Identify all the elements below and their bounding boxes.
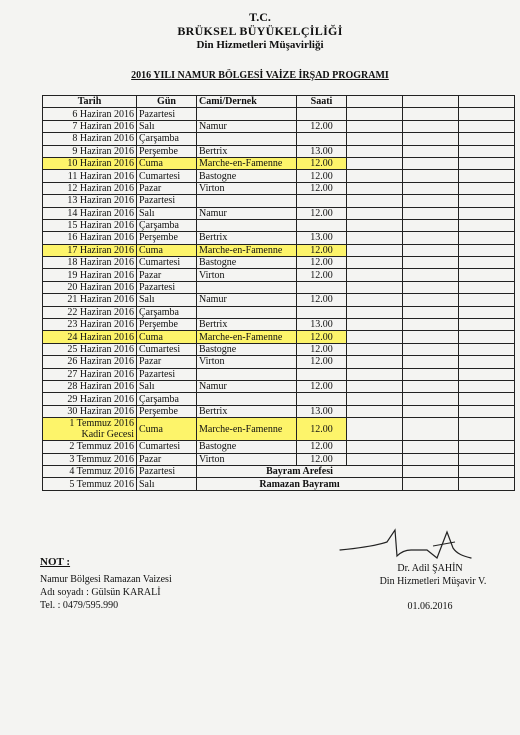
- cell-place: Virton: [197, 356, 297, 368]
- cell-time: [297, 393, 347, 405]
- cell-day: Pazartesi: [137, 195, 197, 207]
- cell-place: Bastogne: [197, 441, 297, 453]
- cell-date: 9 Haziran 2016: [43, 145, 137, 157]
- cell-day: Cumartesi: [137, 441, 197, 453]
- cell-empty: [347, 343, 403, 355]
- note-title: NOT :: [40, 556, 71, 568]
- table-row: [43, 405, 515, 417]
- cell-empty: [347, 170, 403, 182]
- cell-empty: [347, 306, 403, 318]
- cell-place: Bastogne: [197, 343, 297, 355]
- cell-empty: [347, 145, 403, 157]
- cell-date: 28 Haziran 2016: [43, 380, 137, 392]
- cell-empty: [347, 380, 403, 392]
- cell-empty: [459, 170, 515, 182]
- table-row: [43, 195, 515, 207]
- cell-time: 12.00: [297, 356, 347, 368]
- cell-day: Çarşamba: [137, 219, 197, 231]
- cell-date: 13 Haziran 2016: [43, 195, 137, 207]
- cell-empty: [403, 294, 459, 306]
- cell-date: 7 Haziran 2016: [43, 120, 137, 132]
- cell-date: 26 Haziran 2016: [43, 356, 137, 368]
- cell-day: Pazar: [137, 269, 197, 281]
- table-row: [43, 465, 515, 477]
- cell-date: 24 Haziran 2016: [43, 331, 137, 343]
- cell-empty: [403, 331, 459, 343]
- cell-empty: [459, 319, 515, 331]
- cell-place: Bastogne: [197, 257, 297, 269]
- table-row: [43, 331, 515, 343]
- cell-time: 13.00: [297, 319, 347, 331]
- cell-empty: [403, 145, 459, 157]
- cell-date: 14 Haziran 2016: [43, 207, 137, 219]
- cell-empty: [459, 244, 515, 256]
- cell-time: [297, 281, 347, 293]
- cell-empty: [347, 405, 403, 417]
- cell-date: 2 Temmuz 2016: [43, 441, 137, 453]
- cell-empty: [347, 157, 403, 169]
- cell-date: 22 Haziran 2016: [43, 306, 137, 318]
- cell-empty: [403, 418, 459, 441]
- table-row: [43, 244, 515, 256]
- cell-empty: [459, 232, 515, 244]
- table-row: [43, 145, 515, 157]
- table-row: [43, 269, 515, 281]
- cell-empty: [459, 478, 515, 490]
- cell-empty: [347, 219, 403, 231]
- cell-time: 12.00: [297, 380, 347, 392]
- cell-time: 13.00: [297, 232, 347, 244]
- cell-place: [197, 219, 297, 231]
- table-row: [43, 108, 515, 120]
- cell-empty: [347, 356, 403, 368]
- table-row: [43, 232, 515, 244]
- table-row: [43, 319, 515, 331]
- cell-empty: [403, 170, 459, 182]
- cell-day: Cuma: [137, 244, 197, 256]
- col-header-empty: [347, 96, 403, 108]
- cell-empty: [347, 441, 403, 453]
- cell-time: 12.00: [297, 294, 347, 306]
- cell-empty: [459, 120, 515, 132]
- cell-time: 12.00: [297, 257, 347, 269]
- cell-place: [197, 368, 297, 380]
- cell-place: Bertrix: [197, 405, 297, 417]
- table-row: [43, 120, 515, 132]
- cell-date: 8 Haziran 2016: [43, 133, 137, 145]
- header-department: Din Hizmetleri Müşavirliği: [196, 39, 324, 51]
- cell-empty: [403, 478, 459, 490]
- cell-place: Namur: [197, 294, 297, 306]
- schedule-body: [43, 108, 515, 490]
- note-line: Tel. : 0479/595.990: [40, 600, 119, 611]
- table-row: [43, 170, 515, 182]
- cell-empty: [459, 195, 515, 207]
- cell-day: Perşembe: [137, 405, 197, 417]
- cell-empty: [347, 195, 403, 207]
- cell-empty: [403, 108, 459, 120]
- cell-empty: [347, 281, 403, 293]
- col-header-day: Gün: [137, 96, 197, 108]
- table-row: [43, 393, 515, 405]
- cell-place: Bertrix: [197, 232, 297, 244]
- table-row: [43, 356, 515, 368]
- cell-place: Marche-en-Famenne: [197, 244, 297, 256]
- cell-day: Pazar: [137, 356, 197, 368]
- signatory-name: Dr. Adil ŞAHİN: [397, 563, 463, 574]
- cell-place: Bastogne: [197, 170, 297, 182]
- cell-empty: [459, 269, 515, 281]
- cell-empty: [403, 405, 459, 417]
- cell-date: 17 Haziran 2016: [43, 244, 137, 256]
- cell-empty: [459, 157, 515, 169]
- cell-empty: [347, 108, 403, 120]
- cell-place: Marche-en-Famenne: [197, 331, 297, 343]
- cell-empty: [347, 331, 403, 343]
- table-row: [43, 418, 515, 441]
- cell-time: 12.00: [297, 269, 347, 281]
- cell-place: [197, 108, 297, 120]
- table-row: [43, 133, 515, 145]
- cell-empty: [403, 120, 459, 132]
- cell-day: Salı: [137, 120, 197, 132]
- cell-empty: [459, 368, 515, 380]
- cell-empty: [347, 257, 403, 269]
- cell-empty: [459, 380, 515, 392]
- cell-place: Bertrix: [197, 319, 297, 331]
- cell-day: Cuma: [137, 157, 197, 169]
- cell-empty: [459, 182, 515, 194]
- note-line: Adı soyadı : Gülsün KARALİ: [40, 587, 161, 598]
- cell-place: Virton: [197, 269, 297, 281]
- cell-day: Salı: [137, 207, 197, 219]
- cell-date: 4 Temmuz 2016: [43, 465, 137, 477]
- cell-time: [297, 219, 347, 231]
- cell-empty: [347, 120, 403, 132]
- table-row: [43, 182, 515, 194]
- cell-place: [197, 281, 297, 293]
- cell-day: Perşembe: [137, 145, 197, 157]
- table-row: [43, 207, 515, 219]
- table-row: [43, 306, 515, 318]
- cell-place: Virton: [197, 182, 297, 194]
- cell-day: Cuma: [137, 418, 197, 441]
- cell-empty: [459, 465, 515, 477]
- cell-date: 29 Haziran 2016: [43, 393, 137, 405]
- cell-time: 12.00: [297, 170, 347, 182]
- table-row: [43, 157, 515, 169]
- cell-day: Çarşamba: [137, 133, 197, 145]
- cell-empty: [403, 465, 459, 477]
- cell-empty: [459, 405, 515, 417]
- cell-place: [197, 133, 297, 145]
- cell-day: Pazartesi: [137, 281, 197, 293]
- cell-empty: [459, 207, 515, 219]
- cell-time: [297, 133, 347, 145]
- col-header-date: Tarih: [43, 96, 137, 108]
- cell-empty: [459, 453, 515, 465]
- cell-day: Pazartesi: [137, 465, 197, 477]
- cell-day: Perşembe: [137, 232, 197, 244]
- table-row: [43, 478, 515, 490]
- cell-empty: [347, 207, 403, 219]
- date-note: Kadir Gecesi: [81, 429, 134, 441]
- cell-empty: [459, 343, 515, 355]
- cell-day: Cumartesi: [137, 170, 197, 182]
- cell-empty: [403, 343, 459, 355]
- cell-date: 16 Haziran 2016: [43, 232, 137, 244]
- cell-empty: [403, 281, 459, 293]
- cell-date: 3 Temmuz 2016: [43, 453, 137, 465]
- cell-time: 12.00: [297, 157, 347, 169]
- cell-empty: [403, 195, 459, 207]
- col-header-mosque: Cami/Dernek: [197, 96, 297, 108]
- cell-empty: [403, 244, 459, 256]
- header-embassy: BRÜKSEL BÜYÜKELÇİLİĞİ: [177, 24, 343, 38]
- cell-day: Perşembe: [137, 319, 197, 331]
- cell-day: Pazar: [137, 453, 197, 465]
- cell-time: 13.00: [297, 145, 347, 157]
- cell-time: 12.00: [297, 120, 347, 132]
- cell-place: Marche-en-Famenne: [197, 418, 297, 441]
- cell-date: 10 Haziran 2016: [43, 157, 137, 169]
- cell-day: Cumartesi: [137, 343, 197, 355]
- schedule-table: [42, 95, 515, 491]
- table-row: [43, 219, 515, 231]
- cell-empty: [459, 441, 515, 453]
- cell-empty: [459, 393, 515, 405]
- cell-day: Cuma: [137, 331, 197, 343]
- cell-empty: [459, 294, 515, 306]
- cell-empty: [403, 306, 459, 318]
- cell-date: 11 Haziran 2016: [43, 170, 137, 182]
- cell-empty: [403, 356, 459, 368]
- col-header-time: Saati: [297, 96, 347, 108]
- cell-empty: [347, 232, 403, 244]
- cell-empty: [459, 418, 515, 441]
- cell-date: 27 Haziran 2016: [43, 368, 137, 380]
- cell-date: 25 Haziran 2016: [43, 343, 137, 355]
- cell-place: [197, 195, 297, 207]
- program-title: 2016 YILI NAMUR BÖLGESİ VAİZE İRŞAD PROGRAMI: [131, 70, 389, 81]
- cell-place: Namur: [197, 120, 297, 132]
- header-line-1: T.C.: [249, 10, 271, 24]
- cell-empty: [459, 133, 515, 145]
- cell-empty: [347, 418, 403, 441]
- cell-date: 6 Haziran 2016: [43, 108, 137, 120]
- cell-empty: [459, 331, 515, 343]
- cell-date: [43, 418, 137, 441]
- cell-empty: [347, 269, 403, 281]
- cell-date: 12 Haziran 2016: [43, 182, 137, 194]
- cell-empty: [459, 145, 515, 157]
- cell-time: 12.00: [297, 343, 347, 355]
- cell-empty: [459, 356, 515, 368]
- cell-time: 12.00: [297, 244, 347, 256]
- date-text: 1 Temmuz 2016: [69, 418, 134, 430]
- cell-place: Marche-en-Famenne: [197, 157, 297, 169]
- cell-empty: [403, 133, 459, 145]
- cell-time: [297, 195, 347, 207]
- table-row: [43, 257, 515, 269]
- cell-time: [297, 368, 347, 380]
- cell-place: Bertrix: [197, 145, 297, 157]
- table-row: [43, 281, 515, 293]
- document-date: 01.06.2016: [407, 601, 453, 612]
- cell-holiday: Ramazan Bayramı: [197, 478, 403, 490]
- cell-empty: [403, 368, 459, 380]
- cell-empty: [403, 269, 459, 281]
- cell-empty: [403, 393, 459, 405]
- cell-empty: [403, 182, 459, 194]
- cell-date: 20 Haziran 2016: [43, 281, 137, 293]
- cell-time: 12.00: [297, 453, 347, 465]
- table-row: [43, 343, 515, 355]
- cell-empty: [403, 453, 459, 465]
- cell-place: Namur: [197, 380, 297, 392]
- cell-day: Çarşamba: [137, 306, 197, 318]
- cell-time: 12.00: [297, 207, 347, 219]
- col-header-empty: [403, 96, 459, 108]
- cell-empty: [459, 281, 515, 293]
- cell-empty: [403, 207, 459, 219]
- cell-date: 5 Temmuz 2016: [43, 478, 137, 490]
- cell-place: [197, 393, 297, 405]
- cell-empty: [403, 232, 459, 244]
- cell-date: 19 Haziran 2016: [43, 269, 137, 281]
- cell-empty: [347, 368, 403, 380]
- table-row: [43, 368, 515, 380]
- cell-place: Virton: [197, 453, 297, 465]
- table-row: [43, 294, 515, 306]
- cell-date: 18 Haziran 2016: [43, 257, 137, 269]
- cell-empty: [403, 157, 459, 169]
- signatory-title: Din Hizmetleri Müşavir V.: [379, 576, 487, 587]
- cell-day: Salı: [137, 478, 197, 490]
- cell-empty: [403, 219, 459, 231]
- cell-day: Çarşamba: [137, 393, 197, 405]
- table-row: [43, 441, 515, 453]
- table-row: [43, 453, 515, 465]
- cell-time: 12.00: [297, 182, 347, 194]
- cell-empty: [347, 182, 403, 194]
- note-line: Namur Bölgesi Ramazan Vaizesi: [40, 574, 172, 585]
- cell-holiday: Bayram Arefesi: [197, 465, 403, 477]
- cell-empty: [347, 244, 403, 256]
- cell-day: Pazartesi: [137, 368, 197, 380]
- cell-time: [297, 306, 347, 318]
- cell-empty: [459, 306, 515, 318]
- cell-empty: [347, 319, 403, 331]
- cell-empty: [347, 133, 403, 145]
- cell-empty: [347, 453, 403, 465]
- cell-empty: [459, 257, 515, 269]
- col-header-empty: [459, 96, 515, 108]
- cell-date: 21 Haziran 2016: [43, 294, 137, 306]
- cell-empty: [403, 257, 459, 269]
- cell-place: [197, 306, 297, 318]
- cell-date: 23 Haziran 2016: [43, 319, 137, 331]
- cell-place: Namur: [197, 207, 297, 219]
- cell-day: Salı: [137, 294, 197, 306]
- cell-empty: [403, 319, 459, 331]
- cell-day: Pazar: [137, 182, 197, 194]
- cell-empty: [459, 108, 515, 120]
- table-row: [43, 380, 515, 392]
- cell-time: 12.00: [297, 441, 347, 453]
- cell-date: 30 Haziran 2016: [43, 405, 137, 417]
- cell-empty: [347, 294, 403, 306]
- cell-empty: [403, 380, 459, 392]
- cell-empty: [347, 393, 403, 405]
- cell-day: Salı: [137, 380, 197, 392]
- cell-empty: [403, 441, 459, 453]
- cell-day: Pazartesi: [137, 108, 197, 120]
- cell-time: [297, 108, 347, 120]
- cell-empty: [459, 219, 515, 231]
- cell-date: 15 Haziran 2016: [43, 219, 137, 231]
- cell-time: 13.00: [297, 405, 347, 417]
- cell-time: 12.00: [297, 418, 347, 441]
- cell-time: 12.00: [297, 331, 347, 343]
- cell-day: Cumartesi: [137, 257, 197, 269]
- table-header-row: [43, 96, 515, 108]
